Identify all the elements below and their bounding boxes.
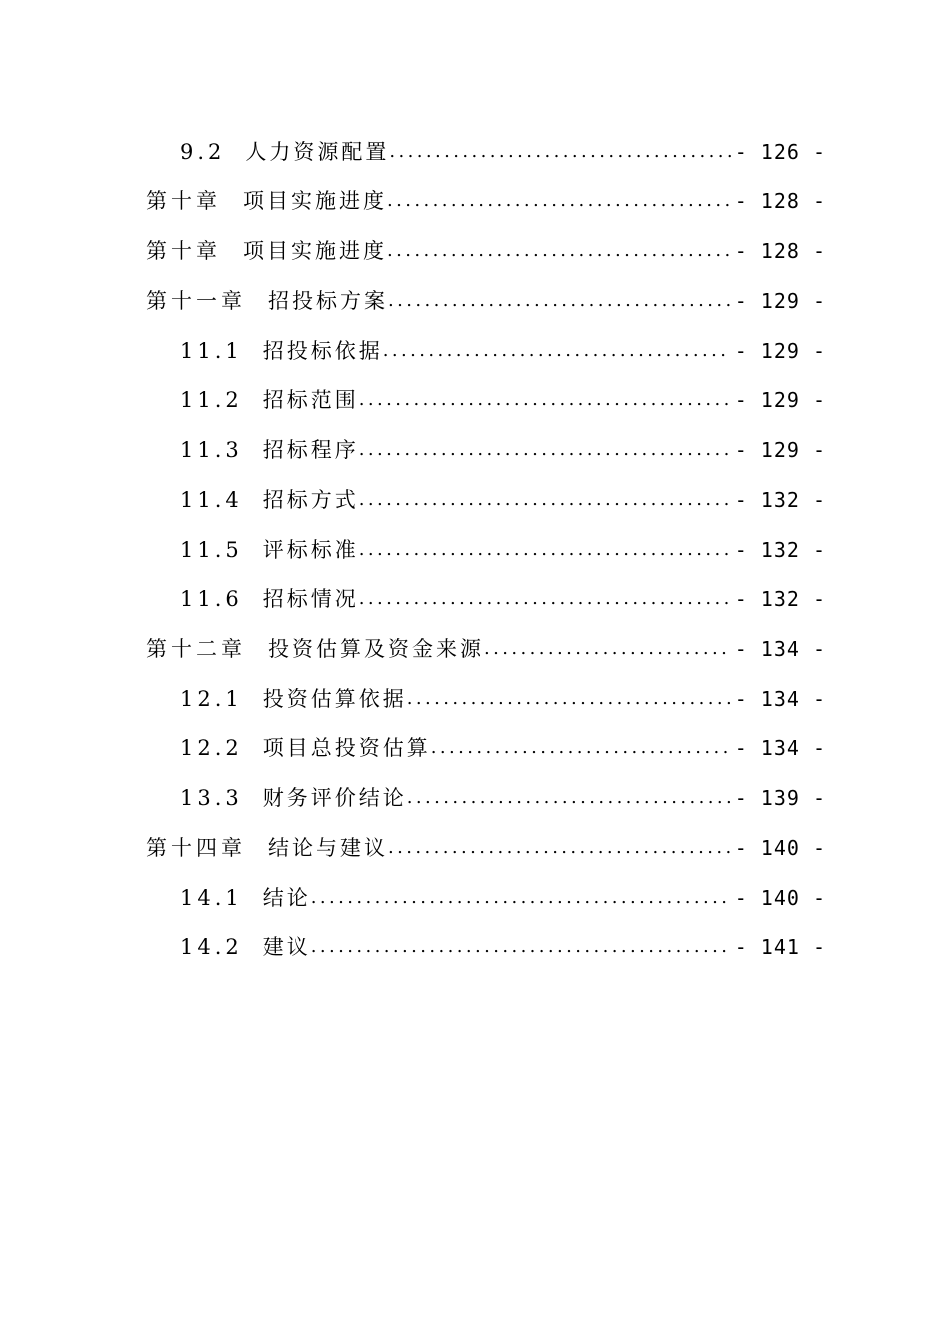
toc-entry-title: 项目实施进度 bbox=[243, 189, 387, 213]
toc-dot-leader bbox=[389, 137, 730, 167]
toc-entry-title: 评标标准 bbox=[262, 538, 359, 562]
toc-entry[interactable] bbox=[180, 883, 826, 913]
toc-entry-number: 12.2 bbox=[180, 736, 243, 760]
toc-page-number: - 134 - bbox=[734, 687, 826, 711]
toc-page-number: - 140 - bbox=[734, 836, 826, 860]
toc-entry[interactable] bbox=[146, 833, 826, 863]
toc-entry-number: 第十一章 bbox=[146, 289, 246, 313]
toc-entry[interactable] bbox=[180, 535, 826, 565]
toc-entry-title: 投资估算及资金来源 bbox=[268, 637, 484, 661]
toc-dot-leader bbox=[407, 783, 731, 813]
toc-entry-title: 招标情况 bbox=[262, 587, 359, 611]
toc-page-number: - 126 - bbox=[734, 140, 826, 164]
toc-entry-number: 14.2 bbox=[180, 935, 243, 959]
toc-entry-number: 第十四章 bbox=[146, 836, 246, 860]
toc-entry[interactable] bbox=[146, 286, 826, 316]
toc-page-number: - 141 - bbox=[734, 935, 826, 959]
toc-entry[interactable] bbox=[180, 932, 826, 962]
toc-dot-leader bbox=[431, 733, 731, 763]
toc-entry-number: 第十二章 bbox=[146, 637, 246, 661]
toc-dot-leader bbox=[388, 286, 731, 316]
toc-entry[interactable] bbox=[180, 435, 826, 465]
toc-page-number: - 129 - bbox=[734, 289, 826, 313]
toc-entry-title: 建议 bbox=[262, 935, 311, 959]
toc-entry-number: 9.2 bbox=[180, 140, 226, 164]
toc-entry-title: 招标范围 bbox=[262, 388, 359, 412]
toc-entry-title: 人力资源配置 bbox=[245, 140, 390, 164]
toc-entry-title: 项目总投资估算 bbox=[262, 736, 431, 760]
toc-entry-number: 12.1 bbox=[180, 687, 243, 711]
toc-entry[interactable] bbox=[146, 236, 826, 266]
toc-entry-number: 11.1 bbox=[180, 339, 243, 363]
toc-entry[interactable] bbox=[146, 634, 826, 664]
toc-entry[interactable] bbox=[180, 137, 826, 167]
toc-dot-leader bbox=[359, 485, 731, 515]
toc-dot-leader bbox=[388, 833, 731, 863]
toc-entry-title: 投资估算依据 bbox=[262, 687, 407, 711]
toc-dot-leader bbox=[484, 634, 731, 664]
toc-entry-number: 11.6 bbox=[180, 587, 243, 611]
toc-entry-title: 结论 bbox=[262, 886, 311, 910]
toc-entry-number: 14.1 bbox=[180, 886, 243, 910]
toc-dot-leader bbox=[311, 883, 731, 913]
toc-entry-title: 项目实施进度 bbox=[243, 239, 387, 263]
toc-dot-leader bbox=[359, 584, 731, 614]
toc-entry-title: 招投标依据 bbox=[262, 339, 383, 363]
toc-entry-number: 11.2 bbox=[180, 388, 243, 412]
toc-entry[interactable] bbox=[180, 733, 826, 763]
toc-page-number: - 132 - bbox=[734, 488, 826, 512]
toc-page-number: - 140 - bbox=[734, 886, 826, 910]
toc-entry-number: 第十章 bbox=[146, 239, 221, 263]
toc-entry[interactable] bbox=[180, 485, 826, 515]
toc-entry-number: 11.3 bbox=[180, 438, 243, 462]
toc-entry-title: 财务评价结论 bbox=[262, 786, 407, 810]
toc-entry[interactable] bbox=[180, 684, 826, 714]
toc-page-number: - 132 - bbox=[734, 587, 826, 611]
toc-entry[interactable] bbox=[180, 584, 826, 614]
toc-page-number: - 139 - bbox=[734, 786, 826, 810]
toc-dot-leader bbox=[387, 186, 731, 216]
toc-entry-title: 结论与建议 bbox=[268, 836, 388, 860]
toc-entry-number: 第十章 bbox=[146, 189, 221, 213]
toc-page-number: - 128 - bbox=[734, 189, 826, 213]
toc-entry[interactable] bbox=[180, 783, 826, 813]
toc-dot-leader bbox=[383, 336, 731, 366]
toc-dot-leader bbox=[311, 932, 731, 962]
toc-dot-leader bbox=[387, 236, 731, 266]
toc-page-number: - 134 - bbox=[734, 736, 826, 760]
toc-dot-leader bbox=[359, 385, 731, 415]
toc-entry-number: 13.3 bbox=[180, 786, 243, 810]
toc-entry[interactable] bbox=[146, 186, 826, 216]
toc-page-number: - 129 - bbox=[734, 438, 826, 462]
toc-entry-title: 招标程序 bbox=[262, 438, 359, 462]
toc-page-number: - 134 - bbox=[734, 637, 826, 661]
toc-entry-number: 11.4 bbox=[180, 488, 243, 512]
toc-entry-title: 招标方式 bbox=[262, 488, 359, 512]
toc-dot-leader bbox=[359, 435, 731, 465]
toc-dot-leader bbox=[359, 535, 731, 565]
toc-dot-leader bbox=[407, 684, 731, 714]
toc-page-number: - 132 - bbox=[734, 538, 826, 562]
toc-entry[interactable] bbox=[180, 336, 826, 366]
toc-page-number: - 129 - bbox=[734, 388, 826, 412]
toc-entry-number: 11.5 bbox=[180, 538, 243, 562]
toc-entry-title: 招投标方案 bbox=[268, 289, 388, 313]
toc-page-number: - 129 - bbox=[734, 339, 826, 363]
toc-page-number: - 128 - bbox=[734, 239, 826, 263]
toc-entry[interactable] bbox=[180, 385, 826, 415]
